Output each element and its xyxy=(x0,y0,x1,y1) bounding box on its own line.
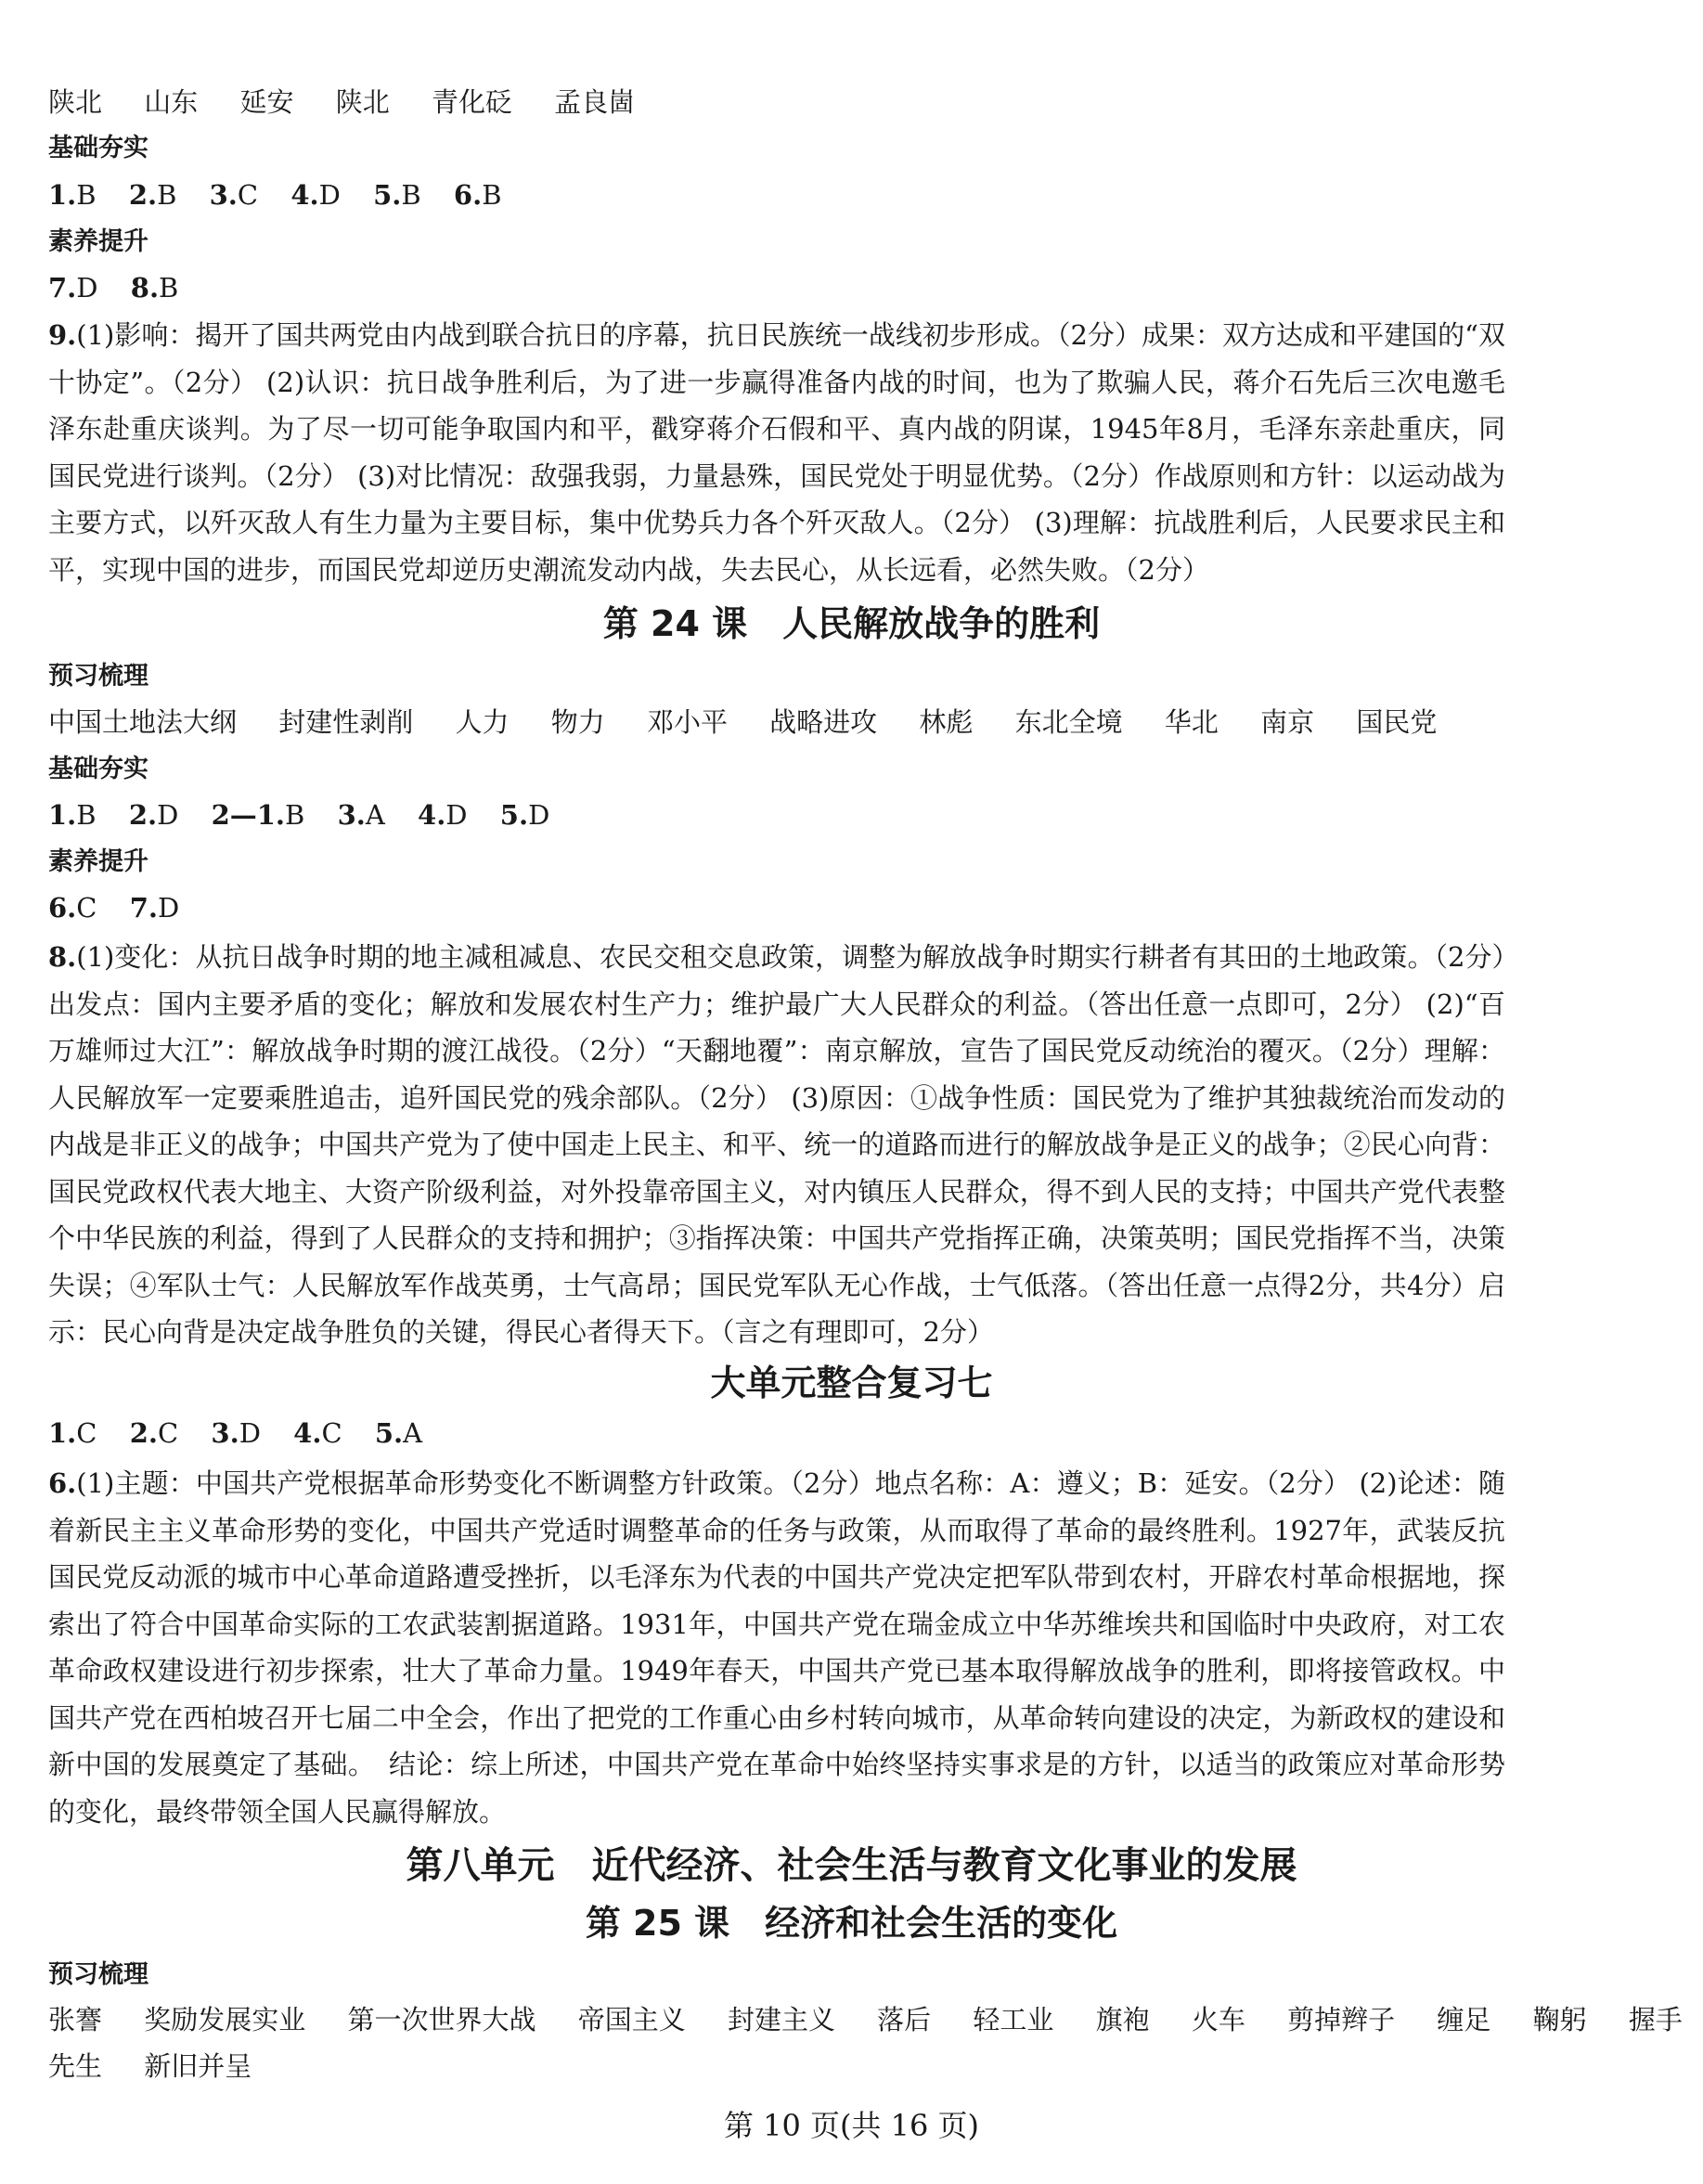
question-number: 8. xyxy=(48,941,77,973)
word: 东北全境 xyxy=(1014,706,1123,738)
unit-8-title: 第八单元 近代经济、社会生活与教育文化事业的发展 xyxy=(406,1844,1297,1887)
section-heading-improve: 素养提升 xyxy=(48,847,148,876)
answer-item: 5.A xyxy=(374,1417,423,1449)
top-word-list xyxy=(48,84,668,121)
section-heading-preview: 预习梳理 xyxy=(48,1960,148,1989)
answer-item: 1.C xyxy=(48,1417,97,1449)
lesson-25-title: 第 25 课 经济和社会生活的变化 xyxy=(585,1903,1118,1944)
answer-item: 1.B xyxy=(48,179,97,211)
word: 陕北 xyxy=(48,86,103,118)
answer-row-basic xyxy=(48,796,574,834)
word: 孟良崮 xyxy=(554,86,636,118)
answer-text: (1)主题：中国共产党根据革命形势变化不断调整方针政策。（2分）地点名称：A：遵义；B：延安。（2分） (2)论述：随着新民主主义革命形势的变化，中国共产党适时调整革命的任务与政策，从而取得了革命的最终胜利。1927年，武装反抗国民党反动派的城市中心革命道路遭受挫折，以毛泽东为代表的中国共产党决定把军队带到农村，开辟农村革命根据地，探索出了符合中国革命实际的工农武装割据道路。1931年，中国共产党在瑞金成立中华苏维埃共和国临时中央政府，对工农革命政权建设进行初步探索，壮大了革命力量。1949年春天，中国共产党已基本取得解放战争的胜利，即将接管政权。中国共产党在西柏坡召开七届二中全会，作出了把党的工作重心由乡村转向城市，从革命转向建设的决定，为新政权的建设和新中国的发展奠定了基础。 结论：综上所述，中国共产党在革命中始终坚持实事求是的方针，以适当的政策应对革命形势的变化，最终带领全国人民赢得解放。 xyxy=(48,1467,1505,1828)
section-heading-preview: 预习梳理 xyxy=(48,662,148,691)
question-9-answer xyxy=(48,312,1505,593)
word: 帝国主义 xyxy=(577,2004,686,2035)
word: 延安 xyxy=(239,86,294,118)
answer-item: 6.B xyxy=(453,179,502,211)
word: 落后 xyxy=(877,2004,932,2035)
answer-item: 4.D xyxy=(418,799,468,831)
section-heading-basic: 基础夯实 xyxy=(48,134,148,162)
answer-item: 7.D xyxy=(129,892,180,924)
word: 战略进攻 xyxy=(769,706,878,738)
answer-row-basic xyxy=(48,176,526,213)
question-6-answer xyxy=(48,1460,1505,1835)
answer-item: 2.D xyxy=(128,799,179,831)
word: 火车 xyxy=(1191,2004,1245,2035)
word: 人力 xyxy=(455,706,510,738)
answer-item: 4.D xyxy=(290,179,341,211)
lesson-24-title: 第 24 课 人民解放战争的胜利 xyxy=(602,603,1101,644)
answer-item: 5.D xyxy=(499,799,550,831)
word: 南京 xyxy=(1260,706,1315,738)
word: 林彪 xyxy=(919,706,974,738)
word: 邓小平 xyxy=(646,706,728,738)
word: 第一次世界大战 xyxy=(347,2004,536,2035)
word: 封建性剥削 xyxy=(278,706,414,738)
question-number: 9. xyxy=(48,319,77,351)
word: 山东 xyxy=(144,86,199,118)
word: 青化砭 xyxy=(431,86,512,118)
page-number-footer: 第 10 页(共 16 页) xyxy=(723,2108,980,2143)
answer-item: 3.C xyxy=(209,179,259,211)
preview-word-list xyxy=(48,704,1470,741)
word: 物力 xyxy=(550,706,605,738)
answer-row-improve xyxy=(48,889,203,926)
answer-item: 2.B xyxy=(128,179,177,211)
answer-item: 2.C xyxy=(129,1417,179,1449)
preview-word-list xyxy=(48,2001,1703,2038)
word: 封建主义 xyxy=(727,2004,835,2035)
word: 国民党 xyxy=(1356,706,1438,738)
word: 中国土地法大纲 xyxy=(48,706,238,738)
word: 华北 xyxy=(1164,706,1219,738)
answer-item: 3.A xyxy=(337,799,385,831)
answer-text: (1)变化：从抗日战争时期的地主减租减息、农民交租交息政策，调整为解放战争时期实行耕者有其田的土地政策。（2分）出发点：国内主要矛盾的变化；解放和发展农村生产力；维护最广大人民群众的利益。（答出任意一点即可，2分） (2)“百万雄师过大江”：解放战争时期的渡江战役。（2分）“天翻地覆”：南京解放，宣告了国民党反动统治的覆灭。（2分）理解：人民解放军一定要乘胜追击，追歼国民党的残余部队。（2分） (3)原因：①战争性质：国民党为了维护其独裁统治而发动的内战是非正义的战争；中国共产党为了使中国走上民主、和平、统一的道路而进行的解放战争是正义的战争；②民心向背：国民党政权代表大地主、大资产阶级利益，对外投靠帝国主义，对内镇压人民群众，得不到人民的支持；中国共产党代表整个中华民族的利益，得到了人民群众的支持和拥护；③指挥决策：中国共产党指挥正确，决策英明；国民党指挥不当，决策失误；④军队士气：人民解放军作战英勇，士气高昂；国民党军队无心作战，士气低落。（答出任意一点得2分，共4分）启示：民心向背是决定战争胜负的关键，得民心者得天下。（言之有理即可，2分） xyxy=(48,941,1505,1348)
preview-word-list-continued xyxy=(48,2048,285,2085)
word: 鞠躬 xyxy=(1532,2004,1587,2035)
section-heading-basic: 基础夯实 xyxy=(48,755,148,783)
answer-item: 6.C xyxy=(48,892,97,924)
word: 新旧并呈 xyxy=(144,2050,252,2082)
question-8-answer xyxy=(48,934,1505,1356)
word: 陕北 xyxy=(335,86,390,118)
word: 剪掉辫子 xyxy=(1287,2004,1396,2035)
answer-item: 2—1.B xyxy=(211,799,305,831)
answer-item: 3.D xyxy=(211,1417,261,1449)
answer-item: 5.B xyxy=(373,179,421,211)
answer-row-improve xyxy=(48,269,202,306)
answer-row-review xyxy=(48,1415,446,1452)
answer-text: (1)影响：揭开了国共两党由内战到联合抗日的序幕，抗日民族统一战线初步形成。（2分）成果：双方达成和平建国的“双十协定”。（2分） (2)认识：抗日战争胜利后，为了进一步赢得准备内战的时间，也为了欺骗人民，蒋介石先后三次电邀毛泽东赴重庆谈判。为了尽一切可能争取国内和平，戳穿蒋介石假和平、真内战的阴谋，1945年8月，毛泽东亲赴重庆，同国民党进行谈判。（2分） (3)对比情况：敌强我弱，力量悬殊，国民党处于明显优势。（2分）作战原则和方针：以运动战为主要方式，以歼灭敌人有生力量为主要目标，集中优势兵力各个歼灭敌人。（2分） (3)理解：抗战胜利后，人民要求民主和平，实现中国的进步，而国民党却逆历史潮流发动内战，失去民心，从长远看，必然失败。（2分） xyxy=(48,319,1505,586)
section-heading-improve: 素养提升 xyxy=(48,227,148,256)
word: 张謇 xyxy=(48,2004,103,2035)
word: 缠足 xyxy=(1437,2004,1491,2035)
answer-item: 8.B xyxy=(130,272,179,304)
question-number: 6. xyxy=(48,1467,77,1499)
word: 轻工业 xyxy=(973,2004,1054,2035)
word: 旗袍 xyxy=(1095,2004,1150,2035)
word: 握手 xyxy=(1628,2004,1683,2035)
answer-item: 4.C xyxy=(293,1417,342,1449)
word: 先生 xyxy=(48,2050,103,2082)
word: 奖励发展实业 xyxy=(144,2004,306,2035)
review-7-title: 大单元整合复习七 xyxy=(710,1363,993,1403)
answer-item: 1.B xyxy=(48,799,97,831)
answer-item: 7.D xyxy=(48,272,98,304)
